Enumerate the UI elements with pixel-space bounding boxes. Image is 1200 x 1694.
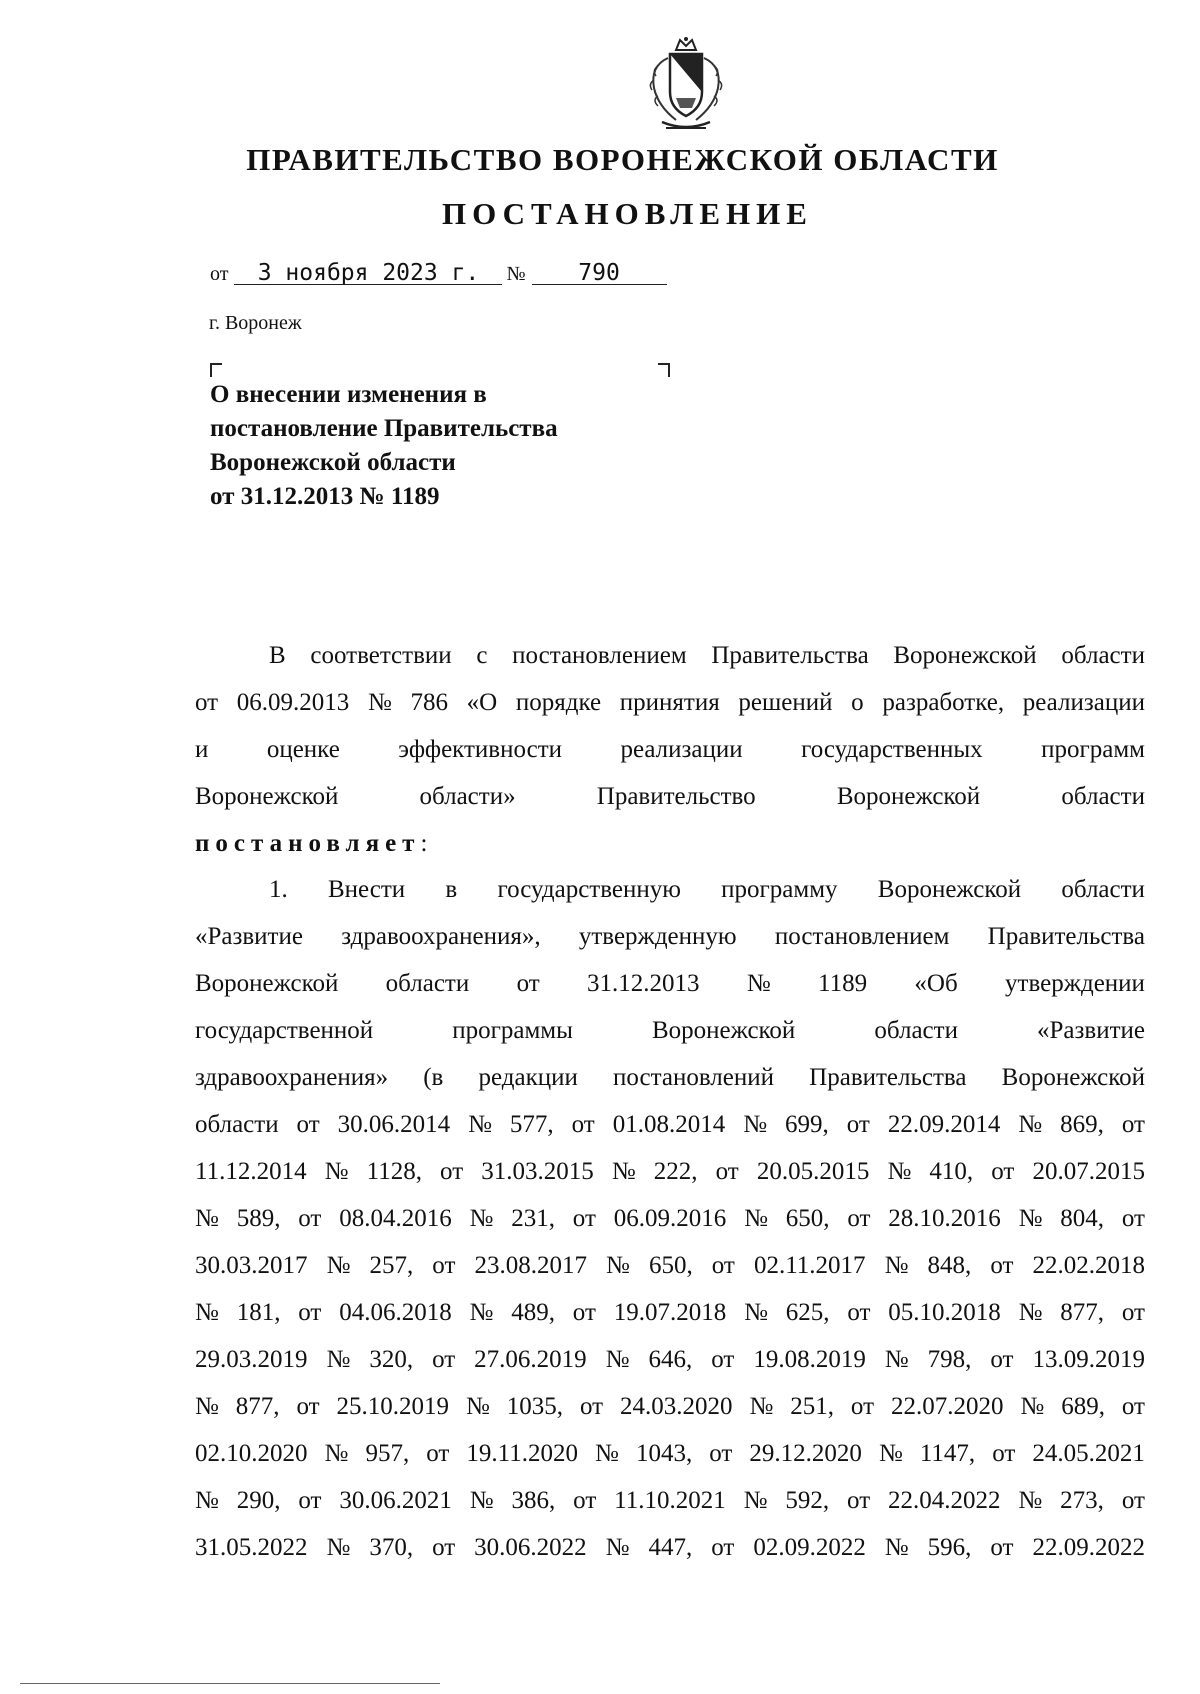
text-word: №	[884, 1534, 909, 1561]
text-word: от	[296, 1393, 320, 1420]
text-word: №	[324, 1158, 349, 1185]
text-word: области	[385, 970, 470, 997]
text-word: реализации	[1022, 689, 1145, 716]
text-word: от	[709, 1440, 733, 1467]
text-word: 1.	[269, 876, 288, 903]
text-word: 02.11.2017	[753, 1252, 866, 1279]
text-word: 650,	[785, 1205, 830, 1232]
document-subject	[210, 378, 558, 514]
text-word: от	[440, 1158, 464, 1185]
text-word: «Развитие	[195, 923, 303, 950]
text-word: от	[991, 1158, 1015, 1185]
text-word: от	[1121, 1393, 1145, 1420]
text-word: 290,	[236, 1487, 281, 1514]
text-word: от	[1121, 1487, 1145, 1514]
text-word: Воронежской	[877, 876, 1022, 903]
text-word: №	[595, 1440, 619, 1467]
text-word: №	[326, 1534, 351, 1561]
text-word: №	[611, 1158, 636, 1185]
text-word: оценке	[266, 736, 340, 763]
text-word: редакции	[478, 1064, 578, 1091]
text-word: №	[465, 1393, 490, 1420]
text-word: от	[432, 1252, 456, 1279]
page-bottom-rule	[20, 1683, 440, 1684]
text-word: Воронежской	[195, 970, 339, 997]
text-word: №	[195, 1393, 219, 1420]
text-word: 625,	[785, 1299, 830, 1326]
government-title: ПРАВИТЕЛЬСТВО ВОРОНЕЖСКОЙ ОБЛАСТИ	[246, 142, 999, 177]
text-line	[195, 632, 1145, 679]
text-word: от	[296, 1111, 320, 1138]
text-word: 877,	[1060, 1299, 1105, 1326]
text-word: №	[195, 1487, 219, 1514]
text-word: №	[1018, 1299, 1043, 1326]
text-word: 222,	[653, 1158, 698, 1185]
text-word: от	[298, 1487, 322, 1514]
subject-line: от 31.12.2013 № 1189	[210, 483, 440, 510]
text-word: №	[195, 1205, 219, 1232]
document-number: 790	[532, 262, 667, 285]
text-word: 06.09.2013	[236, 689, 350, 716]
text-word: 650,	[648, 1252, 693, 1279]
subject-line: О внесении изменения в	[210, 381, 487, 408]
text-word: В	[269, 642, 286, 669]
text-line	[195, 1383, 1145, 1430]
text-word: №	[744, 1205, 768, 1232]
text-word: 19.08.2019	[753, 1346, 866, 1373]
text-word: 1128,	[366, 1158, 422, 1185]
text-word: 251,	[790, 1393, 834, 1420]
text-word: 646,	[648, 1346, 693, 1373]
text-word: 22.07.2020	[890, 1393, 1004, 1420]
text-word: от	[1121, 1205, 1145, 1232]
text-word: от	[711, 1346, 735, 1373]
text-word: 27.06.2019	[474, 1346, 587, 1373]
text-word: от	[1121, 1299, 1145, 1326]
text-line	[195, 913, 1145, 960]
text-word: от	[847, 1487, 871, 1514]
text-word: 410,	[929, 1158, 974, 1185]
subject-corner-left	[210, 363, 222, 377]
text-word: от	[516, 970, 540, 997]
text-line	[195, 726, 1145, 773]
subject-line: Воронежской области	[210, 449, 456, 476]
text-word: 06.09.2016	[613, 1205, 727, 1232]
text-word: от	[846, 1111, 870, 1138]
subject-corner-right	[658, 363, 670, 377]
text-word: от	[195, 689, 219, 716]
text-word: №	[324, 1440, 349, 1467]
text-word: области	[874, 1017, 958, 1044]
text-word: от	[990, 1346, 1014, 1373]
text-word: 231,	[511, 1205, 555, 1232]
text-word: №	[326, 1252, 351, 1279]
text-line	[195, 1054, 1145, 1101]
text-word: от	[432, 1534, 456, 1561]
text-word: 01.08.2014	[612, 1111, 726, 1138]
text-word: (в	[423, 1064, 444, 1091]
text-word: 804,	[1060, 1205, 1105, 1232]
text-word: эффективности	[398, 736, 563, 763]
text-word: №	[469, 1205, 494, 1232]
text-word: 386,	[511, 1487, 556, 1514]
text-word: программу	[721, 876, 838, 903]
text-word: от	[847, 1205, 871, 1232]
text-word: 181,	[236, 1299, 281, 1326]
text-word: Правительства	[809, 1064, 967, 1091]
date-number-line	[210, 262, 667, 286]
text-word: №	[605, 1534, 630, 1561]
text-word: порядке	[515, 689, 602, 716]
text-word: постановлением	[512, 642, 687, 669]
text-word: от	[298, 1205, 322, 1232]
text-word: 08.04.2016	[339, 1205, 452, 1232]
text-word: с	[476, 642, 488, 669]
text-word: принятия	[619, 689, 720, 716]
document-type: ПОСТАНОВЛЕНИЕ	[442, 196, 813, 231]
text-word: 1189	[818, 970, 868, 997]
text-word: реализации	[620, 736, 743, 763]
text-word: 596,	[927, 1534, 972, 1561]
text-word: №	[606, 1252, 630, 1279]
text-word: постановлением	[774, 923, 950, 950]
text-word: от	[579, 1393, 604, 1420]
text-word: 1147,	[919, 1440, 976, 1467]
text-word: Внести	[327, 876, 406, 903]
text-word: 957,	[365, 1440, 410, 1467]
resolves-line	[195, 820, 1145, 867]
text-word: от	[992, 1440, 1016, 1467]
text-word: от	[711, 1252, 735, 1279]
text-word: №	[468, 1111, 492, 1138]
text-line	[195, 866, 1145, 913]
text-word: от	[711, 1534, 735, 1561]
text-word: от	[572, 1205, 596, 1232]
text-word: №	[884, 1252, 909, 1279]
document-date: 3 ноября 2023 г.	[234, 262, 502, 285]
text-word: 30.03.2017	[195, 1252, 308, 1279]
text-word: от	[990, 1534, 1014, 1561]
paragraph-item-1	[195, 866, 1145, 1571]
text-word: 02.10.2020	[195, 1440, 308, 1467]
text-word: о	[851, 689, 864, 716]
text-word: от	[715, 1158, 739, 1185]
text-word: в	[445, 876, 458, 903]
text-line	[195, 1101, 1145, 1148]
text-line	[195, 1430, 1145, 1477]
text-line	[195, 1524, 1145, 1571]
text-word: 25.10.2019	[336, 1393, 450, 1420]
text-word: от	[1121, 1111, 1145, 1138]
text-word: от	[573, 1487, 597, 1514]
text-word: 869,	[1060, 1111, 1104, 1138]
text-word: №	[746, 970, 771, 997]
text-word: №	[887, 1158, 912, 1185]
text-word: от	[298, 1299, 322, 1326]
text-line	[195, 1477, 1145, 1524]
text-line	[195, 1148, 1145, 1195]
text-word: здравоохранения»	[195, 1064, 389, 1091]
text-word: программы	[452, 1017, 573, 1044]
text-word: Воронежской	[893, 642, 1037, 669]
coat-of-arms-icon	[636, 36, 736, 136]
text-word: 592,	[785, 1487, 830, 1514]
text-word: 589,	[236, 1205, 281, 1232]
text-word: Воронежской	[1001, 1064, 1145, 1091]
text-word: программ	[1041, 736, 1145, 763]
text-word: 19.07.2018	[613, 1299, 727, 1326]
text-word: 689,	[1061, 1393, 1105, 1420]
text-word: здравоохранения»,	[341, 923, 541, 950]
text-word: 28.10.2016	[888, 1205, 1001, 1232]
text-word: области	[1061, 783, 1145, 810]
text-word: 31.05.2022	[195, 1534, 308, 1561]
text-word: Правительство	[596, 783, 756, 810]
text-word: 29.12.2020	[749, 1440, 862, 1467]
text-word: №	[1018, 1487, 1043, 1514]
text-word: №	[878, 1440, 903, 1467]
text-word: «Развитие	[1037, 1017, 1145, 1044]
text-word: №	[884, 1346, 909, 1373]
text-word: №	[743, 1111, 768, 1138]
text-word: №	[605, 1346, 630, 1373]
text-word: от	[850, 1393, 875, 1420]
text-word: Воронежской	[195, 783, 339, 810]
text-line	[195, 1242, 1145, 1289]
text-word: Правительства	[987, 923, 1145, 950]
text-word: №	[1020, 1393, 1045, 1420]
subject-line: постановление Правительства	[210, 415, 558, 442]
text-line	[195, 773, 1145, 820]
text-word: утверждении	[1005, 970, 1145, 997]
text-word: №	[1018, 1205, 1043, 1232]
text-word: разработке,	[882, 689, 1005, 716]
text-word: 19.11.2020	[466, 1440, 578, 1467]
city: г. Воронеж	[209, 312, 302, 334]
text-word: 05.10.2018	[888, 1299, 1001, 1326]
text-word: №	[326, 1346, 351, 1373]
text-word: утвержденную	[578, 923, 737, 950]
text-word: и	[195, 736, 209, 763]
text-word: решений	[738, 689, 833, 716]
text-word: области	[1061, 642, 1145, 669]
text-word: 20.07.2015	[1032, 1158, 1145, 1185]
text-word: 11.12.2014	[195, 1158, 307, 1185]
text-word: области»	[419, 783, 516, 810]
text-word: 877,	[235, 1393, 280, 1420]
text-line	[195, 1289, 1145, 1336]
text-line	[195, 1007, 1145, 1054]
number-label: №	[506, 263, 526, 285]
text-word: Правительства	[711, 642, 869, 669]
text-word: 31.03.2015	[481, 1158, 594, 1185]
text-word: 31.12.2013	[587, 970, 700, 997]
text-word: 577,	[509, 1111, 554, 1138]
text-word: 1035,	[506, 1393, 564, 1420]
text-word: 489,	[511, 1299, 555, 1326]
text-word: от	[847, 1299, 871, 1326]
text-word: 24.03.2020	[620, 1393, 733, 1420]
text-word: Воронежской	[836, 783, 981, 810]
text-line	[195, 960, 1145, 1007]
text-word: государственную	[497, 876, 681, 903]
text-word: 13.09.2019	[1032, 1346, 1145, 1373]
text-word: 257,	[369, 1252, 414, 1279]
paragraph-preamble	[195, 632, 1145, 820]
text-word: государственной	[195, 1017, 374, 1044]
text-word: «О	[466, 689, 498, 716]
text-word: области	[1061, 876, 1145, 903]
from-label: от	[210, 263, 229, 285]
resolves-colon: :	[420, 830, 428, 857]
text-word: №	[195, 1299, 219, 1326]
text-word: 798,	[927, 1346, 972, 1373]
text-word: от	[572, 1299, 596, 1326]
text-word: №	[469, 1299, 494, 1326]
text-word: 273,	[1060, 1487, 1104, 1514]
text-word: от	[571, 1111, 595, 1138]
text-line	[195, 679, 1145, 726]
text-line	[195, 1336, 1145, 1383]
text-word: 22.02.2018	[1032, 1252, 1145, 1279]
text-word: 370,	[369, 1534, 414, 1561]
text-word: 30.06.2014	[337, 1111, 451, 1138]
text-word: 786	[410, 689, 448, 716]
text-word: от	[990, 1252, 1014, 1279]
text-word: №	[1018, 1111, 1043, 1138]
text-word: №	[744, 1299, 768, 1326]
text-word: №	[749, 1393, 774, 1420]
text-word: №	[743, 1487, 768, 1514]
text-word: области	[195, 1111, 279, 1138]
text-word: 20.05.2015	[756, 1158, 870, 1185]
text-word: 22.04.2022	[888, 1487, 1001, 1514]
text-word: 29.03.2019	[195, 1346, 308, 1373]
text-word: 848,	[927, 1252, 972, 1279]
text-word: соответствии	[310, 642, 452, 669]
text-word: 11.10.2021	[614, 1487, 726, 1514]
text-word: 447,	[648, 1534, 693, 1561]
text-word: 22.09.2022	[1032, 1534, 1145, 1561]
resolves-word: постановляет	[195, 830, 421, 857]
text-word: 22.09.2014	[887, 1111, 1001, 1138]
text-word: 23.08.2017	[474, 1252, 587, 1279]
text-word: от	[426, 1440, 450, 1467]
text-line	[195, 1195, 1145, 1242]
text-word: «Об	[914, 970, 958, 997]
text-word: 699,	[785, 1111, 829, 1138]
text-word: от	[432, 1346, 456, 1373]
text-word: 30.06.2021	[339, 1487, 452, 1514]
text-word: Воронежской	[651, 1017, 796, 1044]
text-word: 30.06.2022	[474, 1534, 587, 1561]
text-word: 24.05.2021	[1032, 1440, 1145, 1467]
text-word: №	[469, 1487, 494, 1514]
text-word: 1043,	[635, 1440, 693, 1467]
text-word: №	[367, 689, 392, 716]
text-word: 04.06.2018	[339, 1299, 452, 1326]
text-word: 320,	[369, 1346, 414, 1373]
text-word: 02.09.2022	[753, 1534, 866, 1561]
text-word: постановлений	[613, 1064, 775, 1091]
text-word: государственных	[801, 736, 983, 763]
